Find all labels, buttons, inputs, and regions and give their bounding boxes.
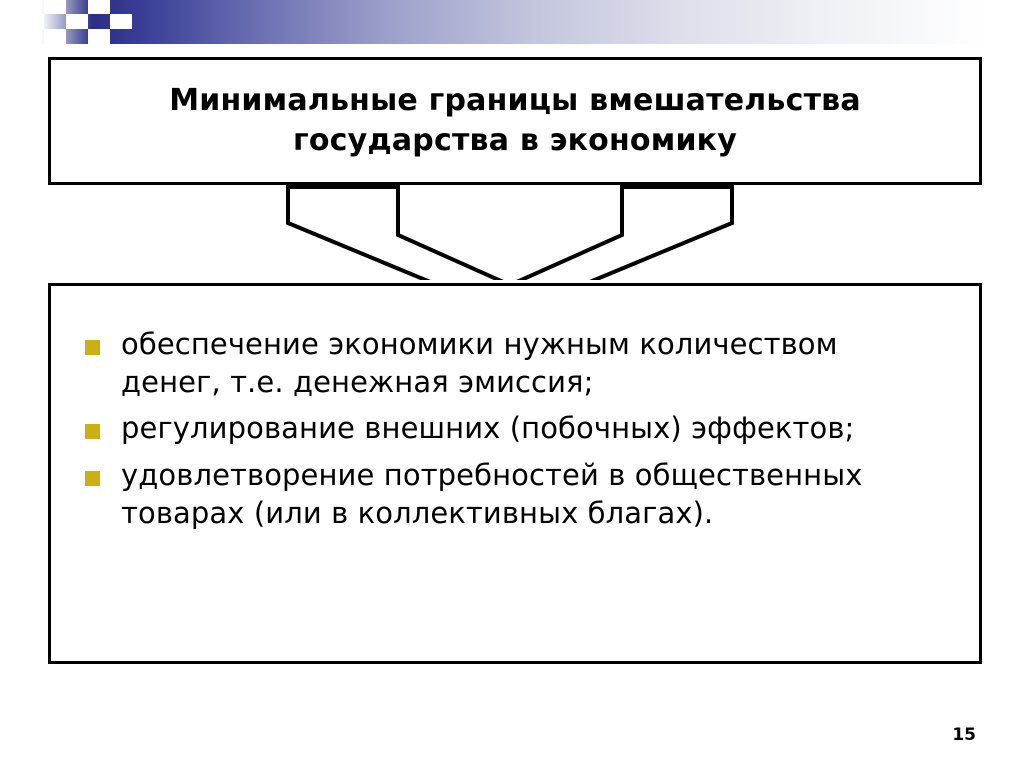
checker-cell [110, 14, 132, 29]
list-item [69, 326, 945, 401]
checker-cell [66, 14, 88, 29]
list-item [69, 457, 945, 532]
list-item-text: обеспечение экономики нужным количеством денег, т.е. денежная эмиссия; [121, 327, 838, 399]
checker-cell [0, 0, 22, 14]
bullet-square-icon [85, 340, 100, 355]
checker-cell [88, 0, 110, 14]
page-title: Минимальные границы вмешательства государства в экономику [169, 83, 861, 158]
checker-cell [88, 29, 110, 44]
bullet-list [69, 326, 945, 532]
bullet-square-icon [85, 471, 100, 486]
bullet-square-icon [85, 424, 100, 439]
down-arrow-icon [270, 185, 750, 280]
checker-cell [22, 14, 44, 29]
list-item-text: удовлетворение потребностей в общественных товарах (или в коллективных благах). [121, 458, 863, 530]
checker-cell [44, 0, 66, 14]
checker-cell [44, 29, 66, 44]
content-box [48, 283, 982, 664]
title-box [48, 57, 982, 185]
decorative-header-band [0, 0, 1024, 44]
checker-cell [0, 29, 22, 44]
page-number: 15 [952, 725, 976, 745]
gradient-strip [0, 0, 1024, 44]
list-item [69, 410, 945, 448]
list-item-text: регулирование внешних (побочных) эффектов; [121, 411, 855, 446]
